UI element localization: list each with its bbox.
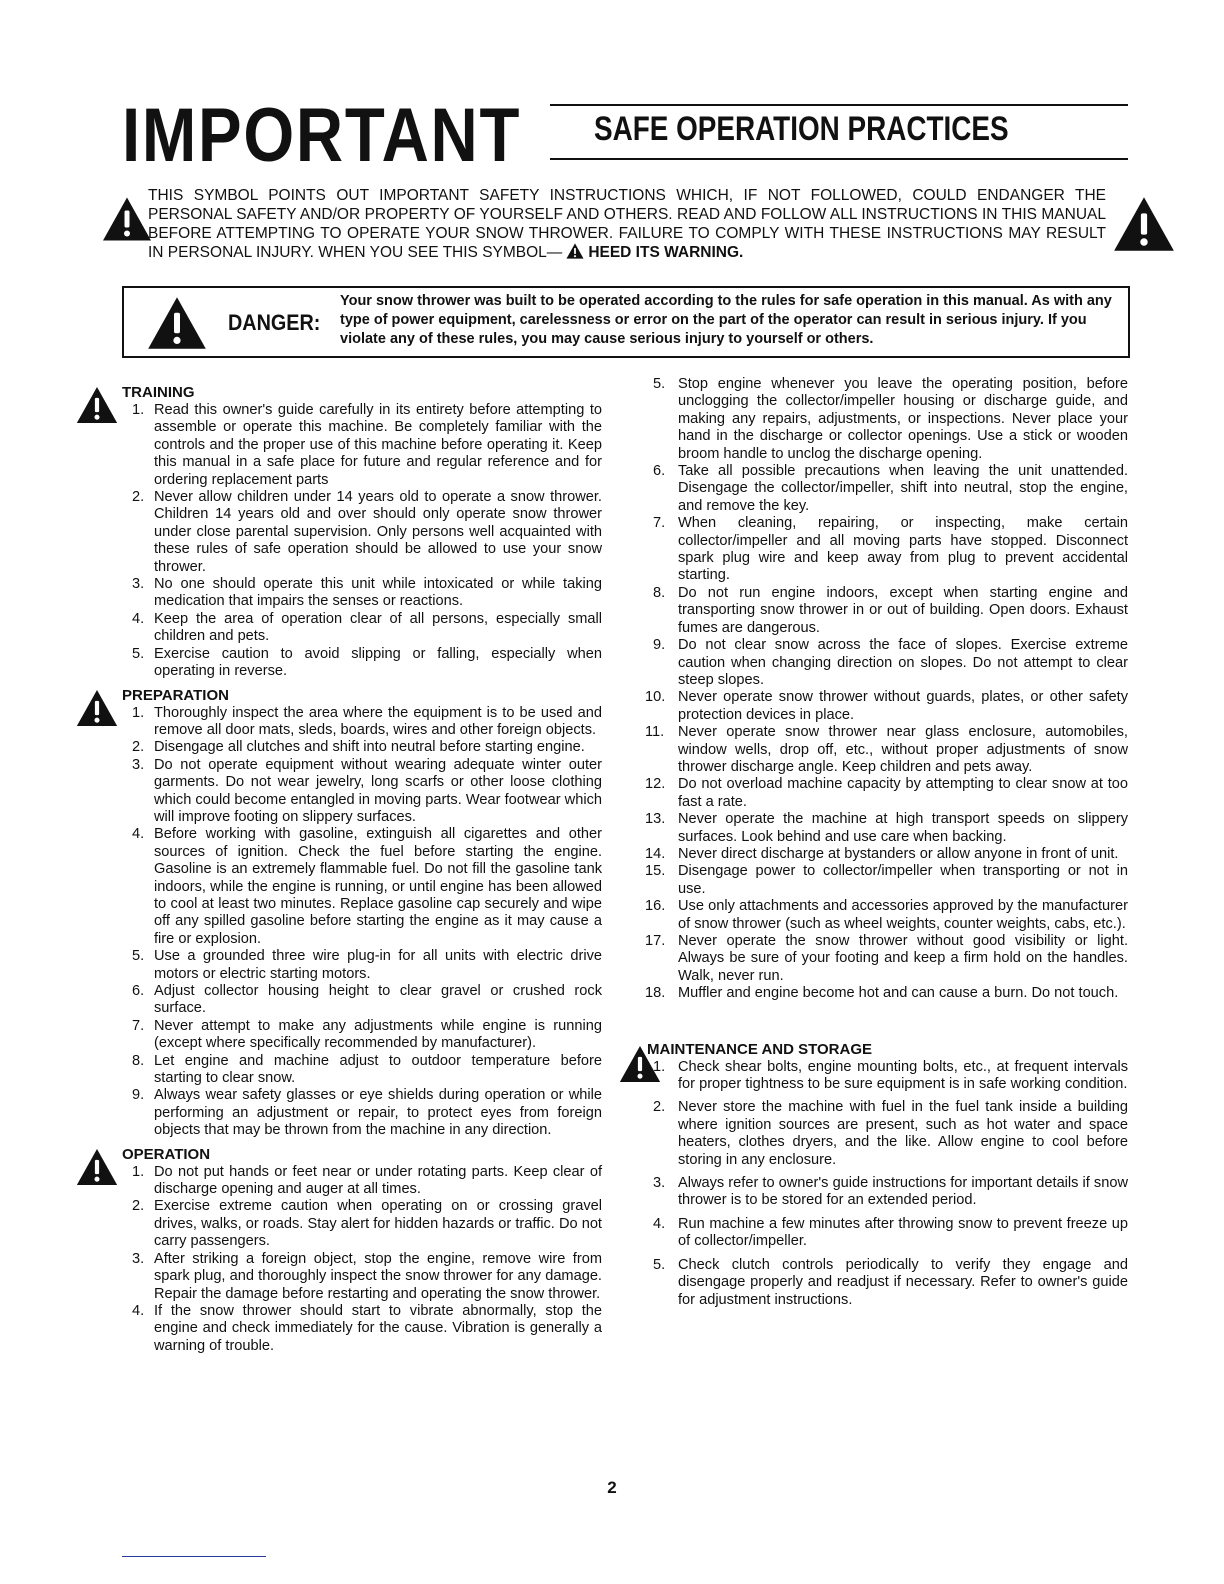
list-item (645, 1216, 1128, 1251)
warning-triangle-icon (76, 689, 118, 727)
danger-box (122, 286, 1130, 358)
maintenance-list (645, 1059, 1128, 1309)
section-maintenance (645, 1041, 1128, 1309)
list-item (645, 1059, 1128, 1094)
item-text: Adjust collector housing height to clear gravel or crushed rock surface. (154, 983, 602, 1017)
item-text: Do not put hands or feet near or under rotating parts. Keep clear of discharge opening and auger at all times. (154, 1163, 602, 1198)
list-item (645, 515, 1128, 585)
item-number: 16. (645, 898, 666, 915)
item-text: No one should operate this unit while intoxicated or while taking medication that impairs the senses or reactions. (154, 576, 602, 610)
item-text: Thoroughly inspect the area where the equipment is to be used and remove all door mats, sleds, boards, wires and other foreign objects. (154, 704, 602, 738)
warning-triangle-icon (1112, 196, 1176, 252)
item-number: 6. (653, 463, 666, 480)
right-column (645, 376, 1128, 1309)
item-number: 4. (132, 1302, 145, 1319)
item-text: Exercise caution to avoid slipping or falling, especially when operating in reverse. (154, 645, 602, 680)
item-number: 3. (132, 756, 145, 773)
section-training (120, 384, 602, 681)
item-number: 2. (132, 489, 145, 506)
list-item (120, 983, 602, 1018)
item-number: 5. (132, 948, 145, 965)
item-text: Never allow children under 14 years old to operate a snow thrower. Children 14 years old and over should only operate snow thrower under close parental supervision. Only persons well acquainted with these rules of safe operation should be allowed to use your snow thrower. (154, 489, 602, 575)
item-text: Do not operate equipment without wearing adequate winter outer garments. Do not wear jewelry, long scarfs or other loose clothing which could become entangled in moving parts. Wear footwear which will improve footing on slippery surfaces. (154, 756, 602, 825)
item-number: 2. (653, 1099, 666, 1116)
list-item (120, 1303, 602, 1355)
item-number: 1. (132, 1163, 145, 1180)
section-heading: OPERATION (122, 1145, 211, 1163)
danger-text: Your snow thrower was built to be operated according to the rules for safe operation in this manual. As with any type of power equipment, carelessness or error on the part of the operator can result in serious injury. If you violate any of these rules, you may cause serious injury to yourself or others. (340, 293, 1112, 347)
list-item (120, 611, 602, 646)
item-number: 2. (132, 1198, 145, 1215)
item-text: Never operate the machine at high transport speeds on slippery surfaces. Look behind and use care when backing. (678, 811, 1128, 845)
section-heading: TRAINING (122, 384, 195, 401)
item-number: 4. (132, 610, 145, 627)
warning-triangle-icon (76, 1148, 118, 1186)
item-text: When cleaning, repairing, or inspecting, make certain collector/impeller and all moving parts have stopped. Disconnect spark plug wire and keep away from plug to prevent accidental starting. (678, 515, 1128, 584)
item-text: Exercise extreme caution when operating on or crossing gravel drives, walks, or roads. Stay alert for hidden hazards or traffic. Do not carry passengers. (154, 1198, 602, 1250)
item-text: Do not run engine indoors, except when starting engine and transporting snow thrower in or out of building. Open doors. Exhaust fumes are dangerous. (678, 584, 1128, 636)
item-text: Do not overload machine capacity by attempting to clear snow at too fast a rate. (678, 776, 1128, 810)
item-number: 4. (653, 1215, 666, 1232)
item-number: 14. (645, 845, 666, 862)
list-item (645, 898, 1128, 933)
item-number: 17. (645, 933, 666, 949)
item-text: Stop engine whenever you leave the operating position, before unclogging the collector/impeller housing or discharge guide, and making any repairs, adjustments, or inspections. Never place your hand in the discharge or collector openings. Use a stick or wooden broom handle to unclog the discharge opening. (678, 376, 1128, 462)
list-item (645, 585, 1128, 637)
item-text: Read this owner's guide carefully in its entirety before attempting to assemble or operate this machine. Be completely familiar with the controls and the proper use of this machine before operating it. Keep this manual in a safe place for future and regular reference and for ordering replacement parts (154, 402, 602, 488)
item-text: Keep the area of operation clear of all persons, especially small children and pets. (154, 610, 602, 645)
list-item (120, 948, 602, 983)
list-item (645, 846, 1128, 863)
item-text: Run machine a few minutes after throwing snow to prevent freeze up of collector/impeller. (678, 1215, 1128, 1250)
item-number: 12. (645, 776, 666, 793)
intro-paragraph (148, 186, 1106, 262)
item-text: Do not clear snow across the face of slopes. Exercise extreme caution when changing direction on slopes. Do not attempt to clear steep slopes. (678, 637, 1128, 688)
item-text: Before working with gasoline, extinguish all cigarettes and other sources of ignition. Check the fuel before starting the engine. Gasoline is an extremely flammable fuel. Do not fill the gasoline tank indoors, while the engine is running, or until engine has been allowed to cool at least two minutes. Replace gasoline cap securely and wipe off any spilled gasoline before starting the engine as it may cause a fire or explosion. (154, 826, 602, 947)
item-number: 3. (132, 576, 145, 593)
item-text: After striking a foreign object, stop the engine, remove wire from spark plug, and thoroughly inspect the snow thrower for any damage. Repair the damage before restarting and operating the snow thrower. (154, 1250, 602, 1302)
item-text: If the snow thrower should start to vibrate abnormally, stop the engine and check immediately for the cause. Vibration is generally a warning of trouble. (154, 1302, 602, 1354)
list-item (645, 463, 1128, 515)
item-text: Check clutch controls periodically to verify they engage and disengage properly and readjust if necessary. Refer to owner's guide for adjustment instructions. (678, 1256, 1128, 1308)
item-text: Never operate snow thrower without guards, plates, or other safety protection devices in place. (678, 689, 1128, 723)
item-number: 9. (132, 1087, 145, 1104)
page-subtitle: SAFE OPERATION PRACTICES (594, 110, 1009, 148)
preparation-list (120, 705, 602, 1140)
item-number: 5. (653, 1256, 666, 1273)
section-heading: PREPARATION (122, 686, 229, 704)
item-number: 13. (645, 811, 666, 828)
list-item (645, 1099, 1128, 1169)
page-title: IMPORTANT (122, 93, 522, 178)
item-text: Take all possible precautions when leaving the unit unattended. Disengage the collector/impeller, shift into neutral, stop the engine, and remove the key. (678, 463, 1128, 514)
item-number: 8. (132, 1052, 145, 1069)
item-number: 8. (653, 584, 666, 601)
item-number: 3. (132, 1250, 145, 1267)
list-item (645, 985, 1128, 1002)
list-item (645, 933, 1128, 985)
item-number: 11. (645, 724, 665, 741)
list-item (120, 646, 602, 681)
item-number: 2. (132, 739, 145, 756)
list-item (120, 1053, 602, 1088)
list-item (645, 1175, 1128, 1210)
warning-triangle-icon (566, 243, 584, 259)
item-text: Let engine and machine adjust to outdoor temperature before starting to clear snow. (154, 1052, 602, 1087)
item-number: 15. (645, 863, 666, 880)
operation-list-continued (645, 376, 1128, 1003)
list-item (645, 637, 1128, 689)
item-number: 1. (132, 402, 145, 418)
item-number: 6. (132, 983, 145, 999)
item-number: 9. (653, 637, 666, 654)
item-text: Check shear bolts, engine mounting bolts, etc., at frequent intervals for proper tightness to be sure equipment is in safe working condition. (678, 1058, 1128, 1093)
item-text: Never direct discharge at bystanders or allow anyone in front of unit. (678, 845, 1119, 862)
item-number: 5. (132, 645, 145, 662)
list-item (645, 1257, 1128, 1309)
warning-triangle-icon (102, 196, 152, 242)
item-number: 18. (645, 985, 666, 1002)
list-item (120, 576, 602, 611)
page-number: 2 (607, 1478, 617, 1497)
item-text: Use a grounded three wire plug-in for all units with electric drive motors or electric starting motors. (154, 948, 602, 982)
list-item (120, 489, 602, 576)
section-operation (120, 1146, 602, 1355)
section-heading: MAINTENANCE AND STORAGE (647, 1040, 873, 1058)
list-item (120, 826, 602, 948)
operation-list (120, 1164, 602, 1355)
item-number: 4. (132, 826, 145, 843)
warning-triangle-icon (76, 386, 118, 424)
item-number: 5. (653, 376, 666, 392)
item-text: Never operate snow thrower near glass enclosure, automobiles, window wells, drop off, etc., without proper adjustments of snow thrower discharge angle. Keep children and pets away. (678, 724, 1128, 775)
list-item (645, 863, 1128, 898)
item-text: Disengage all clutches and shift into neutral before starting engine. (154, 739, 585, 756)
list-item (120, 705, 602, 740)
item-text: Always wear safety glasses or eye shields during operation or while performing an adjustment or repair, to protect eyes from foreign objects that may be thrown from the machine in any direction. (154, 1087, 602, 1139)
list-item (120, 1018, 602, 1053)
item-number: 7. (653, 515, 666, 532)
list-item (645, 776, 1128, 811)
left-column (120, 378, 602, 1355)
training-list (120, 402, 602, 681)
list-item (645, 724, 1128, 776)
list-item (120, 757, 602, 827)
item-number: 1. (653, 1058, 666, 1075)
item-text: Never attempt to make any adjustments while engine is running (except where specifically recommended by manufacturer). (154, 1017, 602, 1052)
list-item (645, 376, 1128, 463)
subtitle-rule (550, 104, 1128, 160)
section-preparation (120, 687, 602, 1140)
item-text: Never operate the snow thrower without good visibility or light. Always be sure of your footing and keep a firm hold on the handles. Walk, never run. (678, 933, 1128, 984)
intro-text: THIS SYMBOL POINTS OUT IMPORTANT SAFETY INSTRUCTIONS WHICH, IF NOT FOLLOWED, COULD ENDANGER THE PERSONAL SAFETY AND/OR PROPERTY OF YOURSELF AND OTHERS. READ AND FOLLOW ALL INSTRUCTIONS IN THIS MANUAL BEFORE ATTEMPTING TO OPERATE YOUR SNOW THROWER. FAILURE TO COMPLY WITH THESE INSTRUCTIONS MAY RESULT IN PERSONAL INJURY. WHEN YOU SEE THIS SYMBOL— (148, 187, 1106, 261)
list-item (120, 1251, 602, 1303)
item-text: Disengage power to collector/impeller when transporting or not in use. (678, 863, 1128, 897)
footer-rule (122, 1556, 266, 1557)
item-text: Use only attachments and accessories approved by the manufacturer of snow thrower (such as wheel weights, counter weights, cabs, etc.). (678, 898, 1128, 932)
danger-label: DANGER: (228, 310, 321, 335)
list-item (120, 1198, 602, 1250)
list-item (645, 689, 1128, 724)
item-text: Never store the machine with fuel in the fuel tank inside a building where ignition sources are present, such as hot water and space heaters, clothes dryers, and the like. Allow engine to cool before storing in any enclosure. (678, 1099, 1128, 1168)
item-number: 7. (132, 1017, 145, 1034)
item-number: 1. (132, 704, 145, 721)
list-item (120, 1087, 602, 1139)
danger-triangle-icon (146, 296, 208, 350)
item-text: Muffler and engine become hot and can cause a burn. Do not touch. (678, 985, 1119, 1002)
list-item (645, 811, 1128, 846)
item-number: 3. (653, 1175, 666, 1192)
item-number: 10. (645, 689, 666, 706)
item-text: Always refer to owner's guide instructions for important details if snow thrower is to be stored for an extended period. (678, 1175, 1128, 1209)
list-item (120, 1164, 602, 1199)
list-item (120, 739, 602, 756)
list-item (120, 402, 602, 489)
intro-heed-text: HEED ITS WARNING. (588, 244, 744, 261)
